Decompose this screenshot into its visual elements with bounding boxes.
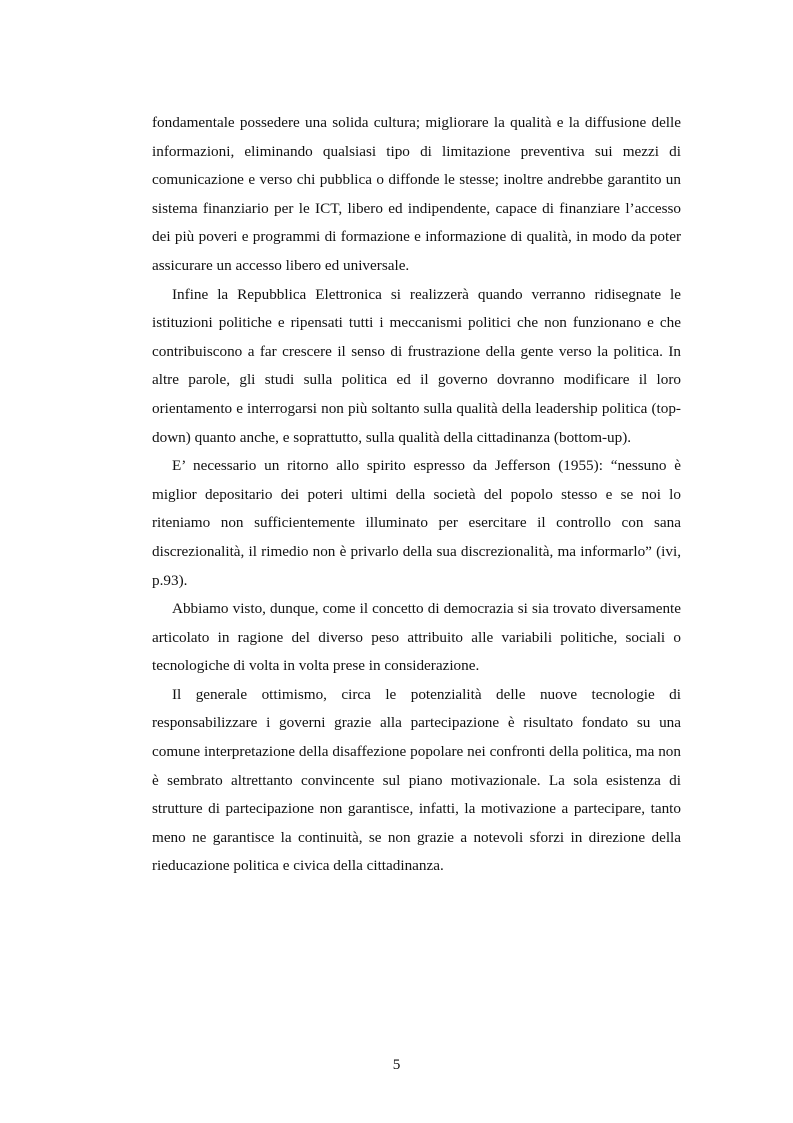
body-text [152, 109, 681, 881]
paragraph: E’ necessario un ritorno allo spirito espresso da Jefferson (1955): “nessuno è miglior depositario dei poteri ultimi della società del popolo stesso e se noi lo riteniamo non sufficientemente illuminato per esercitare il controllo con sana discrezionalità, il rimedio non è privarlo della sua discrezionalità, ma informarlo” (ivi, p.93). [152, 457, 681, 589]
paragraph: fondamentale possedere una solida cultura; migliorare la qualità e la diffusione delle informazioni, eliminando qualsiasi tipo di limitazione preventiva sui mezzi di comunicazione e verso chi pubblica o diffonde le stesse; inoltre andrebbe garantito un sistema finanziario per le ICT, libero ed indipendente, capace di finanziare l’accesso dei più poveri e programmi di formazione e informazione di qualità, in modo da poter assicurare un accesso libero ed universale. [152, 114, 681, 274]
page-number: 5 [392, 1056, 401, 1073]
paragraph: Il generale ottimismo, circa le potenzialità delle nuove tecnologie di responsabilizzare i governi grazie alla partecipazione è risultato fondato su una comune interpretazione della disaffezione popolare nei confronti della politica, ma non è sembrato altrettanto convincente sul piano motivazionale. La sola esistenza di strutture di partecipazione non garantisce, infatti, la motivazione a partecipare, tanto meno ne garantisce la continuità, se non grazie a notevoli sforzi in direzione della rieducazione politica e civica della cittadinanza. [152, 685, 681, 875]
paragraph: Infine la Repubblica Elettronica si realizzerà quando verranno ridisegnate le istituzioni politiche e ripensati tutti i meccanismi politici che non funzionano e che contribuiscono a far crescere il senso di frustrazione della gente verso la politica. In altre parole, gli studi sulla politica ed il governo dovranno modificare il loro orientamento e interrogarsi non più soltanto sulla qualità della leadership politica (top-down) quanto anche, e soprattutto, sulla qualità della cittadinanza (bottom-up). [152, 285, 681, 446]
paragraph: Abbiamo visto, dunque, come il concetto di democrazia si sia trovato diversamente articolato in ragione del diverso peso attribuito alle variabili politiche, sociali o tecnologiche di volta in volta prese in considerazione. [152, 600, 681, 675]
